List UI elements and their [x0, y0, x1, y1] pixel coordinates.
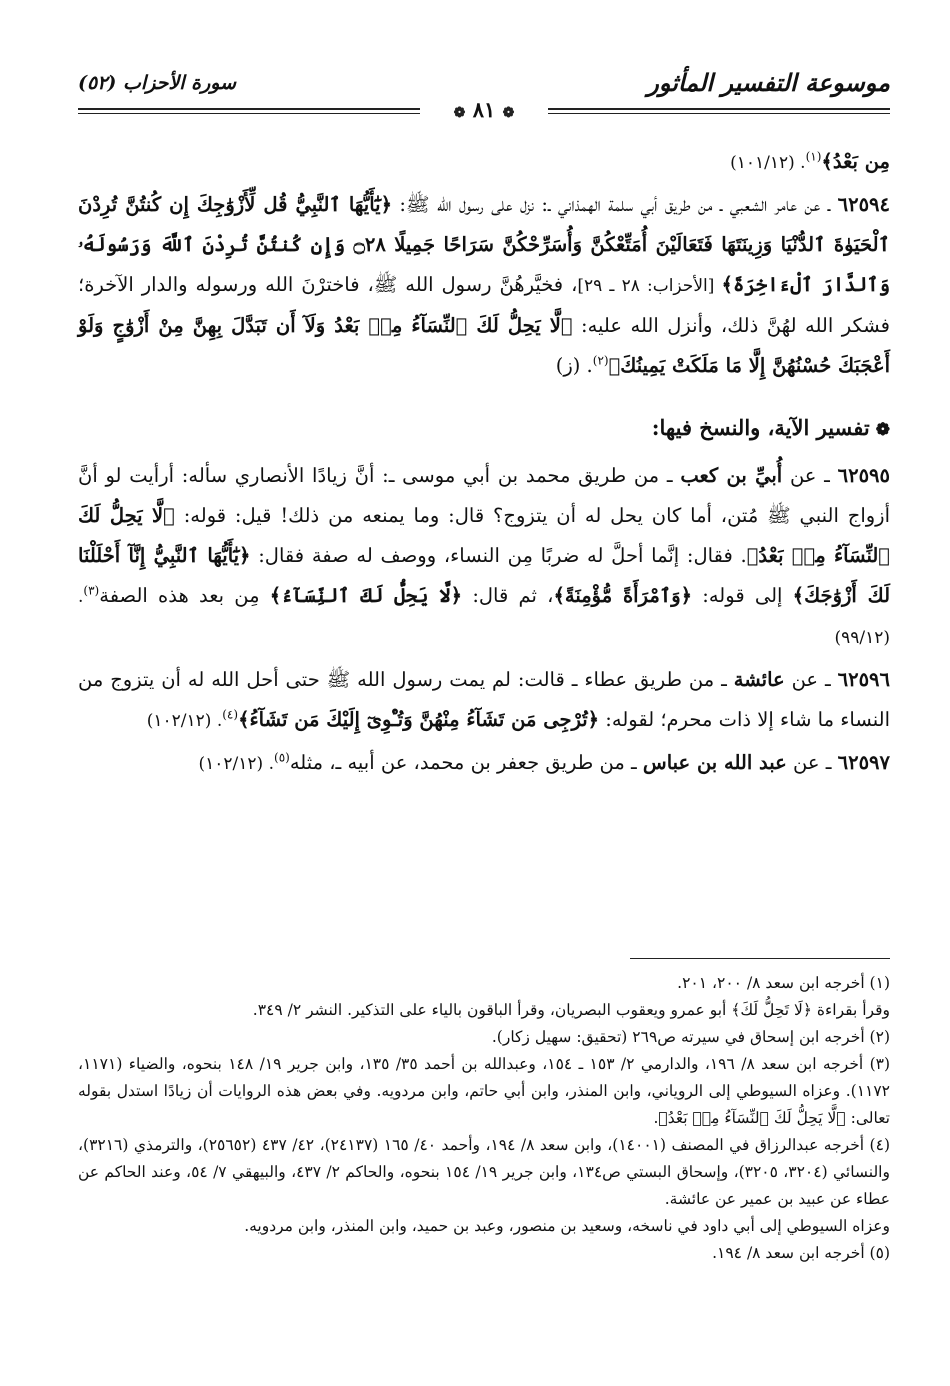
report-text: إلى قوله: [692, 584, 793, 607]
section-title: تفسير الآية، والنسخ فيها: [651, 415, 870, 440]
page-number: ٨١ [472, 97, 496, 122]
footnote-separator [630, 958, 890, 959]
section-heading [78, 408, 890, 450]
footnote: (٢) أخرجه ابن إسحاق في سيرته ص٢٦٩ (تحقيق: سهيل زكار). [491, 1028, 890, 1046]
volume-ref: . (٩٩/١٢) [78, 587, 890, 648]
surah-citation: [الأحزاب: ٢٨ ـ ٢٩] [577, 276, 722, 296]
report-number: ٦٢٥٩٦ [837, 668, 890, 691]
footnote: (٣) أخرجه ابن سعد ٨/ ١٩٦، والدارمي ٢/ ١٥٣ ـ ١٥٤، وعبدالله بن أحمد ٣٥/ ١٣٥، وابن جرير ١٩/ ١٤٨ بنحوه، والضياء (١١٧١، ١١٧٢). وعزاه السيوطي إلى الروياني، وابن المنذر، وابن أبي حاتم، وابن مردويه. وفي بعض هذه الروايات أن زيادًا استدل بقوله تعالى: ﴿لَّا يَحِلُّ لَكَ ٱلنِّسَآءُ مِنۢ بَعْدُ﴾. [78, 1055, 891, 1127]
report-text: مِن بعد هذه الصفة [99, 584, 270, 607]
quran-quote: مِن بَعْدُ﴾ [821, 150, 890, 173]
report-end: . (ز) [555, 354, 593, 377]
book-page [78, 50, 890, 1360]
main-text [78, 142, 890, 784]
narrator-name: عبد الله بن عباس [642, 751, 787, 774]
report-62594 [78, 185, 890, 386]
continuation-paragraph [78, 142, 890, 183]
footnote: (٥) أخرجه ابن سعد ٨/ ١٩٤. [712, 1244, 890, 1262]
book-title: موسوعة التفسير المأثور [647, 68, 890, 97]
ornament-icon: ❁ [453, 105, 466, 121]
quran-quote: ﴿يَٰٓأَيُّهَا ٱلنَّبِيُّ إِنَّآ أَحْلَلْنَا لَكَ أَزْوَٰجَكَ﴾ [78, 544, 891, 607]
quran-quote: ﴿وَٱمْرَأَةً مُّؤْمِنَةً﴾ [553, 584, 693, 607]
footnotes [78, 970, 890, 1267]
report-text: ـ عن [782, 464, 838, 487]
report-text: ـ من طريق عطاء ـ قالت: لم يمت رسول الله ﷺ حتى أحل الله له أن يتزوج من النساء ما شاء إلا ذات محرم؛ لقوله: [78, 668, 890, 731]
page-header [78, 50, 890, 120]
quran-quote: ﴿يَٰٓأَيُّهَا ٱلنَّبِيُّ قُل لِّأَزْوَٰجِكَ إِن كُنتُنَّ تُرِدْنَ ٱلْحَيَوٰةَ ٱلدُّنْيَا وَزِينَتَهَا فَتَعَالَيْنَ أُمَتِّعْكُنَّ وَأُسَرِّحْكُنَّ سَرَاحًا جَمِيلًا ۝٢٨ وَإِن كُنتُنَّ تُرِدْنَ ٱللَّهَ وَرَسُولَهُۥ وَٱلدَّارَ ٱلْءَاخِرَةَ﴾ [78, 193, 891, 296]
footnote-ref: (١) [805, 149, 822, 164]
report-text: ، فخيَّرهُنَّ رسول الله ﷺ، فاخترْنَ الله ورسوله والدار الآخرة؛ فشكر الله لهُنَّ ذلك، وأنزل الله عليه: [78, 273, 890, 337]
narrator-name: أُبيِّ بن كعب [680, 464, 783, 487]
quran-quote: ﴿تُرْجِى مَن تَشَآءُ مِنْهُنَّ وَتُـْٔوِىٓ إِلَيْكَ مَن تَشَآءُ﴾ [238, 708, 600, 731]
narrator-name: عائشة [733, 668, 785, 691]
footnote-ref: (٤) [222, 707, 239, 722]
page-number-box [420, 96, 548, 124]
report-number: ٦٢٥٩٥ [837, 464, 890, 487]
flower-icon: ❁ [875, 420, 890, 440]
report-text: ـ عن عامر الشعبي ـ من طريق أبي سلمة الهمذاني ـ: نزل على رسول الله ﷺ: [392, 193, 838, 216]
volume-ref: . (١٠٢/١٢) [146, 711, 223, 731]
footnote: وعزاه السيوطي إلى أبي داود في ناسخه، وسعيد بن منصور، وعبد بن حميد، وابن المنذر، وابن مردويه. [244, 1217, 890, 1235]
footnote: وقرأ بقراءة ﴿لَا تَحِلُّ لَكَ﴾ أبو عمرو ويعقوب البصريان، وقرأ الباقون بالياء على التذكير. النشر ٢/ ٣٤٩. [252, 1001, 890, 1019]
ornament-icon: ❁ [502, 105, 515, 121]
report-text: ـ من طريق جعفر بن محمد، عن أبيه ـ، مثله [289, 751, 643, 774]
report-text: ـ عن [784, 668, 838, 691]
quran-quote: ﴿لَّا يَحِلُّ لَكَ ٱلنِّسَآءُ﴾ [269, 584, 463, 607]
footnote-ref: (٢) [592, 353, 609, 368]
volume-ref: . (١٠٢/١٢) [198, 754, 274, 774]
footnote: (١) أخرجه ابن سعد ٨/ ٢٠٠، ٢٠١. [677, 974, 890, 992]
quran-quote: ﴿لَّا يَحِلُّ لَكَ ٱلنِّسَآءُ مِنۢ بَعْدُ﴾ [78, 504, 891, 567]
footnote: (٤) أخرجه عبدالرزاق في المصنف (١٤٠٠١)، وابن سعد ٨/ ١٩٤، وأحمد ٤٠/ ١٦٥ (٢٤١٣٧)، ٤٢/ ٤٣٧ (٢٥٦٥٢)، والترمذي (٣٢١٦)، والنسائي (٣٢٠٤، ٣٢٠٥)، وإسحاق البستي ص١٣٤، وابن جرير ١٩/ ١٥٤ بنحوه، والحاكم ٢/ ٤٣٧، والبيهقي ٧/ ٥٤، وعند الحاكم عن عطاء عن عبيد بن عمير عن عائشة. [78, 1136, 890, 1208]
footnote-ref: (٥) [274, 750, 290, 765]
footnote-ref: (٣) [83, 583, 100, 598]
report-62596 [78, 660, 890, 741]
volume-ref: . (١٠١/١٢) [730, 153, 806, 173]
report-62597 [78, 743, 890, 784]
report-text: ـ من طريق محمد بن أبي موسى ـ: أنَّ زيادًا الأنصاري سأله: أرأيت لو أنَّ أزواج النبي ﷺ مُتن، أما كان يحل له أن يتزوج؟ قال: وما يمنعه من ذلك! قيل: قوله: [78, 464, 890, 527]
report-number: ٦٢٥٩٧ [837, 751, 890, 774]
report-text: ـ عن [786, 751, 838, 774]
report-62595 [78, 456, 890, 658]
quran-quote: ﴿لَّا يَحِلُّ لَكَ ٱلنِّسَآءُ مِنۢ بَعْدُ وَلَآ أَن تَبَدَّلَ بِهِنَّ مِنْ أَزْوَٰجٍ وَلَوْ أَعْجَبَكَ حُسْنُهُنَّ إِلَّا مَا مَلَكَتْ يَمِينُكَ﴾ [78, 314, 890, 377]
report-number: ٦٢٥٩٤ [837, 193, 890, 216]
report-text: ، ثم قال: [462, 584, 554, 607]
report-text: . فقال: إنَّما أحلَّ له ضربًا مِن النساء، ووصف له صفة فقال: [250, 544, 747, 567]
surah-label: سورة الأحزاب (٥٢) [78, 72, 237, 94]
